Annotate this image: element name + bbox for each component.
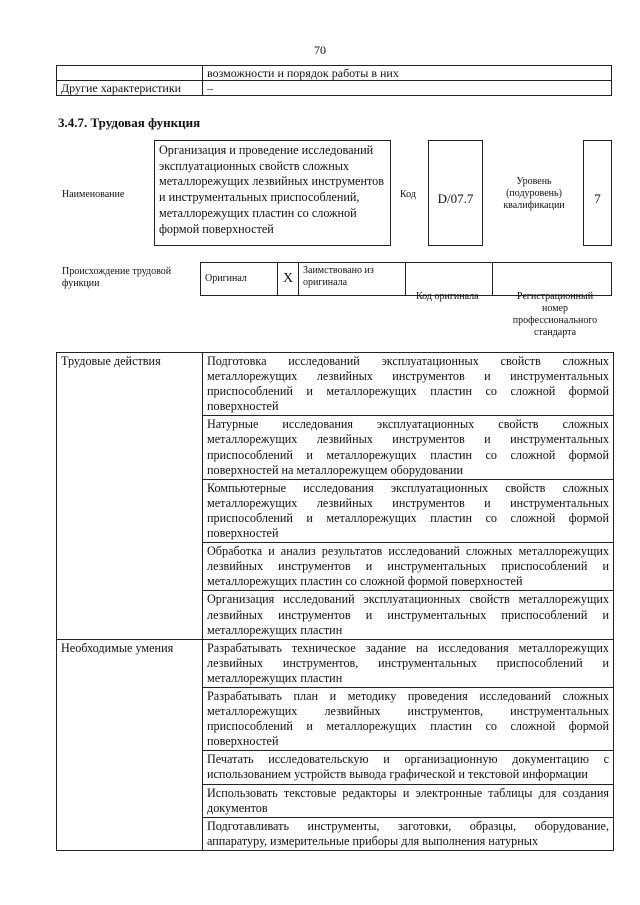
original-label: Оригинал [201,263,278,296]
skill-item: Разрабатывать техническое задание на исследования металлорежущих лезвийных инструментов, инструментальных приспособлений и металлорежущих пластин [203,639,614,687]
labor-action-item: Компьютерные исследования эксплуатационных свойств сложных металлорежущих лезвийных инструментов и инструментальных приспособлений и металлорежущих пластин со сложной формой поверхностей [203,479,614,542]
labor-action-item: Подготовка исследований эксплуатационных свойств сложных металлорежущих лезвийных инструментов и инструментальных приспособлений и металлорежущих пластин со сложной формой поверхностей [203,353,614,416]
skill-item: Использовать текстовые редакторы и электронные таблицы для создания документов [203,784,614,817]
labor-action-item: Натурные исследования эксплуатационных свойств сложных металлорежущих лезвийных инструментов и инструментальных приспособлений и металлорежущих пластин со сложной формой поверхностей на металлорежущем оборудовании [203,416,614,479]
skills-header: Необходимые умения [57,639,203,850]
page-number: 70 [314,43,326,57]
top-table-row1-text: возможности и порядок работы в них [203,66,612,81]
labor-function-table [56,352,614,851]
name-label: Наименование [62,189,125,200]
section-title: 3.4.7. Трудовая функция [58,115,201,130]
reg-number-caption: Регистрационный номер профессионального стандарта [512,291,598,338]
level-label: Уровень (подуровень) квалификации [503,176,565,211]
skill-item: Разрабатывать план и методику проведения исследований сложных металлорежущих лезвийных инструментов, инструментальных приспособлений и металлорежущих пластин со сложной формой поверхностей [203,687,614,750]
labor-actions-header: Трудовые действия [57,353,203,640]
borrowed-label: Заимствовано из оригинала [299,263,406,296]
skill-item: Печатать исследовательскую и организационную документацию с использованием устройств вывода графической и текстовой информации [203,751,614,784]
function-code-box: D/07.7 [428,140,483,246]
other-characteristics-label: Другие характеристики [57,81,203,96]
table-row [57,353,614,416]
origin-label: Происхождение трудовой функции [62,266,172,289]
labor-action-item: Организация исследований эксплуатационных свойств металлорежущих лезвийных инструментов и инструментальных приспособлений и металлорежущих пластин [203,591,614,639]
other-characteristics-value: – [203,81,612,96]
level-value-box: 7 [583,140,612,246]
labor-action-item: Обработка и анализ результатов исследований сложных металлорежущих лезвийных инструментов и инструментальных приспособлений и металлорежущих пластин со сложной формой поверхностей [203,543,614,591]
top-table-empty-cell [57,66,203,81]
original-mark: X [278,263,299,296]
table-row [57,639,614,687]
code-label: Код [400,189,416,200]
skill-item: Подготавливать инструменты, заготовки, образцы, оборудование, аппаратуру, измерительные приборы для выполнения натурных [203,817,614,850]
function-name-box: Организация и проведение исследований эксплуатационных свойств сложных металлорежущих лезвийных инструментов и инструментальных приспособлений, металлорежущих пластин со сложной формой поверхностей [154,140,391,246]
code-original-caption: Код оригинала [416,291,479,302]
top-table [56,65,612,96]
